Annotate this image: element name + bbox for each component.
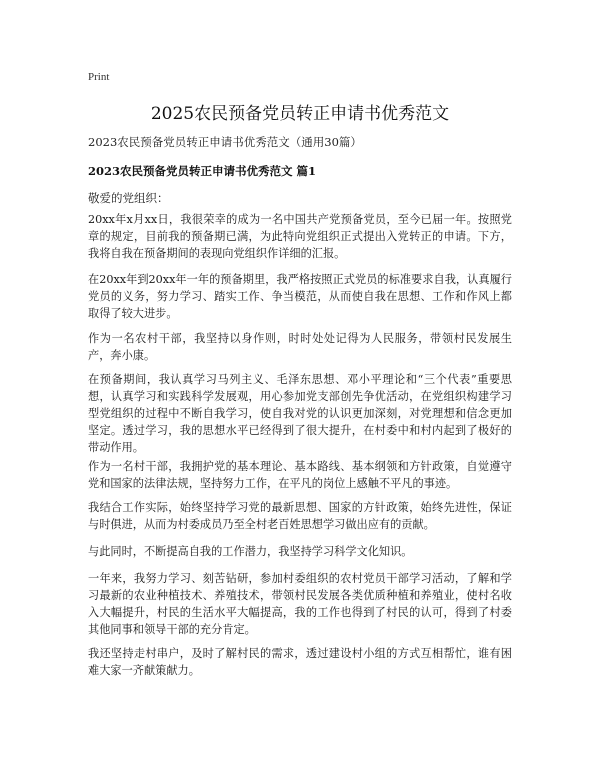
paragraph-4: 在预备期间，我认真学习马列主义、毛泽东思想、邓小平理论和“三个代表”重要思想，认真学习和实践科学发展观，用心参加党支部创先争优活动，在党组织构建学习型党组织的过程中不断自我学习，使自我对党的认识更加深刻，对党理想和信念更加坚定。透过学习，我的思想水平已经得到了很大提升，在村委中和村内起到了极好的带动作用。: [88, 373, 512, 454]
paragraph-5: 作为一名村干部，我拥护党的基本理论、基本路线、基本纲领和方针政策，自觉遵守党和国家的法律法规，坚持努力工作，在平凡的岗位上感触不平凡的事迹。: [88, 460, 512, 490]
document-subtitle: 2023农民预备党员转正申请书优秀范文（通用30篇）: [88, 135, 362, 149]
print-label[interactable]: Print: [88, 71, 110, 83]
page-title: 2025农民预备党员转正申请书优秀范文: [150, 104, 450, 124]
salutation: 敬爱的党组织：: [88, 191, 169, 205]
paragraph-1: 20xx年x月xx日，我很荣幸的成为一名中国共产党预备党员，至今已届一年。按照党章的规定，目前我的预备期已满，为此特向党组织正式提出入党转正的申请。下方，我将自我在预备期间的表现向党组织作详细的汇报。: [88, 213, 512, 260]
paragraph-3: 作为一名农村干部，我坚持以身作则，时时处处记得为人民服务，带领村民发展生产，奔小康。: [88, 332, 512, 362]
paragraph-8: 一年来，我努力学习、刻苦钻研，参加村委组织的农村党员干部学习活动，了解和学习最新的农业种植技术、养殖技术，带领村民发展各类优质种植和养殖业，使村名收入大幅提升，村民的生活水平大幅提高，我的工作也得到了村民的认可，得到了村委其他同事和领导干部的充分肯定。: [88, 572, 512, 636]
paragraph-2: 在20xx年到20xx年一年的预备期里，我严格按照正式党员的标准要求自我，认真履行党员的义务，努力学习、踏实工作、争当模范，从而使自我在思想、工作和作风上都取得了较大进步。: [88, 273, 512, 320]
paragraph-7: 与此同时，不断提高自我的工作潜力，我坚持学习科学文化知识。: [88, 545, 413, 558]
paragraph-6: 我结合工作实际，始终坚持学习党的最新思想、国家的方针政策，始终先进性，保证与时俱进，从而为村委成员乃至全村老百姓思想学习做出应有的贡献。: [88, 501, 512, 531]
paragraph-9: 我还坚持走村串户，及时了解村民的需求，透过建设村小组的方式互相帮忙，谁有困难大家一齐献策献力。: [88, 647, 512, 677]
section-heading: 2023农民预备党员转正申请书优秀范文 篇1: [88, 164, 317, 178]
